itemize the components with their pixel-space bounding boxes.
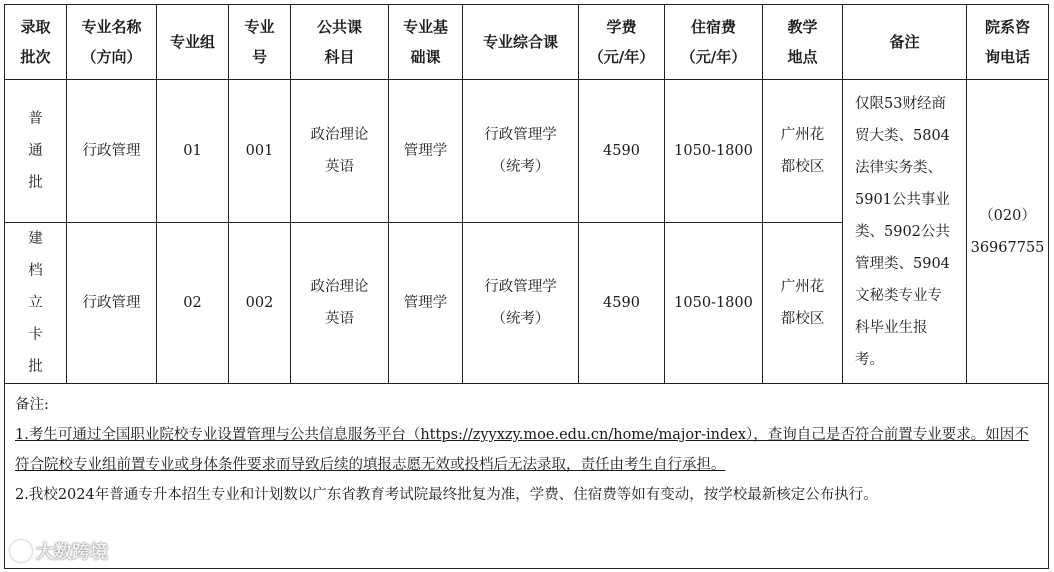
header-row — [5, 5, 1049, 80]
comprehensive-cell: 行政管理学 （统考） — [463, 223, 579, 384]
header-phone: 院系咨 询电话 — [967, 5, 1049, 80]
header-major: 专业名称 （方向） — [67, 5, 157, 80]
note-2: 2.我校2024年普通专升本招生专业和计划数以广东省教育考试院最终批复为准，学费、住宿费等如有变动，按学校最新核定公布执行。 — [15, 487, 878, 503]
comprehensive-cell: 行政管理学 （统考） — [463, 80, 579, 223]
header-code: 专业 号 — [229, 5, 291, 80]
phone-cell: （020） 36967755 — [967, 80, 1049, 384]
group-cell: 01 — [157, 80, 229, 223]
header-basic: 专业基 础课 — [389, 5, 463, 80]
public-cell: 政治理论 英语 — [291, 80, 389, 223]
header-campus: 教学 地点 — [763, 5, 843, 80]
batch-cell: 普 通 批 — [5, 80, 67, 223]
basic-cell: 管理学 — [389, 80, 463, 223]
public-cell: 政治理论 英语 — [291, 223, 389, 384]
note-1: 1.考生可通过全国职业院校专业设置管理与公共信息服务平台（https://zyyxzy.moe.edu.cn/home/major-index），查询自己是否符合前置专业要求。如因不符合院校专业组前置专业或身体条件要求而导致后续的填报志愿无效或投档后无法录取，责任由考生自行承担。 — [15, 427, 1029, 473]
header-comprehensive: 专业综合课 — [463, 5, 579, 80]
major-cell: 行政管理 — [67, 80, 157, 223]
header-group: 专业组 — [157, 5, 229, 80]
housing-cell: 1050-1800 — [665, 223, 763, 384]
campus-cell: 广州花 都校区 — [763, 223, 843, 384]
tuition-cell: 4590 — [579, 223, 665, 384]
watermark — [10, 538, 108, 564]
code-cell: 002 — [229, 223, 291, 384]
admissions-table — [4, 4, 1049, 569]
notes-cell — [5, 384, 1049, 569]
header-batch: 录取 批次 — [5, 5, 67, 80]
group-cell: 02 — [157, 223, 229, 384]
code-cell: 001 — [229, 80, 291, 223]
major-cell: 行政管理 — [67, 223, 157, 384]
header-public: 公共课 科目 — [291, 5, 389, 80]
notes-title: 备注: — [15, 397, 49, 413]
remarks-cell: 仅限53财经商 贸大类、5804 法律实务类、 5901公共事业 类、5902公共 管理类、5904 文秘类专业专 科毕业生报 考。 — [843, 80, 967, 384]
notes-row — [5, 384, 1049, 569]
housing-cell: 1050-1800 — [665, 80, 763, 223]
watermark-logo-icon — [10, 540, 32, 562]
campus-cell: 广州花 都校区 — [763, 80, 843, 223]
batch-cell: 建 档 立 卡 批 — [5, 223, 67, 384]
header-remarks: 备注 — [843, 5, 967, 80]
table-row — [5, 80, 1049, 223]
header-tuition: 学费 （元/年） — [579, 5, 665, 80]
watermark-text: 大数跨境 — [36, 542, 108, 563]
basic-cell: 管理学 — [389, 223, 463, 384]
header-housing: 住宿费 （元/年） — [665, 5, 763, 80]
tuition-cell: 4590 — [579, 80, 665, 223]
